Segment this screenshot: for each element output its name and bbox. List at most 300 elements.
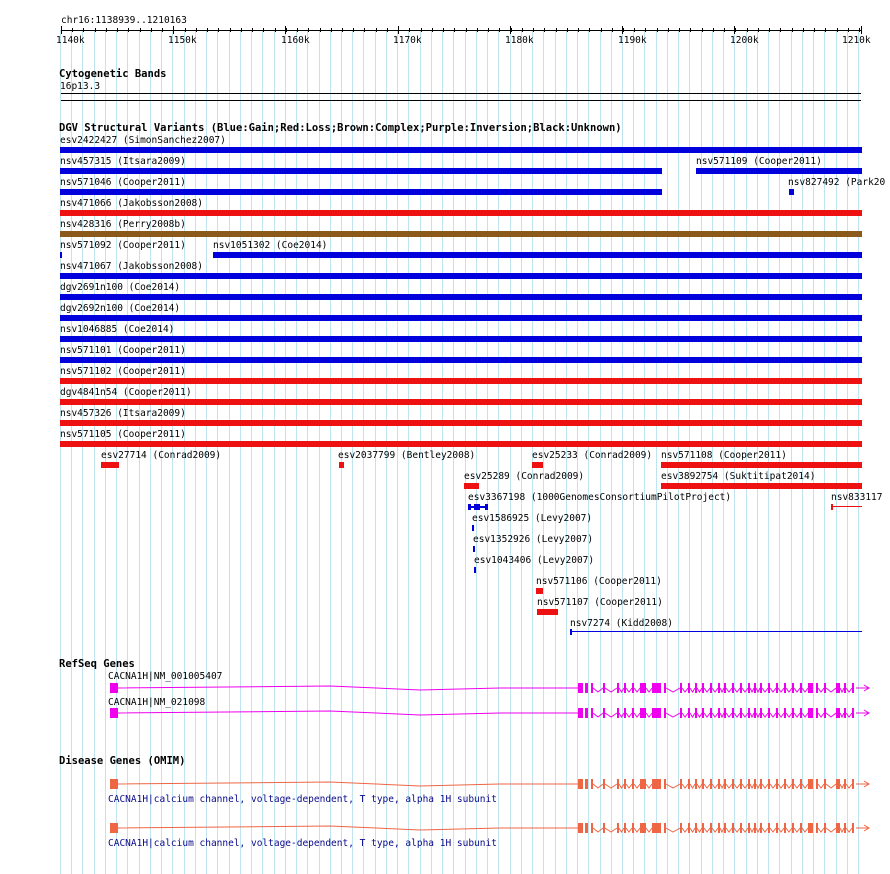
exon xyxy=(652,708,661,718)
exon xyxy=(688,779,690,789)
exon xyxy=(732,683,734,693)
variant-label: esv1043406 (Levy2007) xyxy=(474,555,595,566)
exon xyxy=(603,823,605,833)
exon xyxy=(748,779,750,789)
intron-chevron xyxy=(756,784,760,788)
intron-chevron xyxy=(619,713,624,717)
exon xyxy=(585,708,588,718)
exon xyxy=(754,779,756,789)
exon xyxy=(852,779,854,789)
intron-chevron xyxy=(742,688,748,692)
intron-chevron xyxy=(697,688,702,692)
intron-chevron xyxy=(726,713,732,717)
intron-chevron xyxy=(756,713,760,717)
exon xyxy=(776,708,778,718)
variant-label: nsv571108 (Cooper2011) xyxy=(661,450,787,461)
exon xyxy=(816,708,818,718)
ruler-tick-label: 1150k xyxy=(168,35,197,46)
exon xyxy=(664,683,666,693)
variant-label: nsv833117 xyxy=(831,492,883,503)
exon xyxy=(800,708,802,718)
intron-chevron xyxy=(682,828,688,832)
intron-chevron xyxy=(626,713,632,717)
intron-chevron xyxy=(704,828,710,832)
exon xyxy=(110,708,118,718)
exon xyxy=(760,708,762,718)
exon xyxy=(754,823,756,833)
intron-chevron xyxy=(593,688,603,692)
variant-label: nsv571107 (Cooper2011) xyxy=(537,597,663,608)
ruler-tick-label: 1160k xyxy=(281,35,310,46)
intron-chevron xyxy=(666,784,680,788)
intron-chevron xyxy=(826,688,836,692)
variant-label: nsv1051302 (Coe2014) xyxy=(213,240,328,251)
intron-chevron xyxy=(846,828,852,832)
exon xyxy=(702,708,704,718)
intron-chevron xyxy=(750,828,754,832)
intron-chevron xyxy=(818,688,824,692)
variant-label: nsv571109 (Cooper2011) xyxy=(696,156,822,167)
intron-chevron xyxy=(666,713,680,717)
intron-chevron xyxy=(712,784,718,788)
intron-chevron xyxy=(750,784,754,788)
disease-gene-label: CACNA1H|calcium channel, voltage-dependent, T type, alpha 1H subunit xyxy=(108,794,497,805)
intron-chevron xyxy=(720,688,724,692)
exon xyxy=(760,683,762,693)
exon xyxy=(110,779,118,789)
exon xyxy=(808,779,813,789)
intron-chevron xyxy=(720,784,724,788)
refseq-gene-model[interactable] xyxy=(110,683,869,693)
exon xyxy=(852,683,854,693)
exon xyxy=(792,823,794,833)
exon xyxy=(824,683,826,693)
exon xyxy=(852,708,854,718)
intron-chevron xyxy=(634,784,640,788)
position-label: chr16:1138939..1210163 xyxy=(61,15,187,26)
intron-chevron xyxy=(778,784,784,788)
exon xyxy=(768,823,770,833)
variant-label: esv3367198 (1000GenomesConsortiumPilotProject) xyxy=(468,492,732,503)
exon xyxy=(776,823,778,833)
exon xyxy=(754,683,756,693)
exon xyxy=(724,823,726,833)
intron-chevron xyxy=(818,828,824,832)
exon xyxy=(702,779,704,789)
exon xyxy=(824,823,826,833)
exon xyxy=(585,823,588,833)
intron-chevron xyxy=(786,713,792,717)
intron-line xyxy=(118,686,578,690)
intron-chevron xyxy=(593,784,603,788)
variant-label: nsv457326 (Itsara2009) xyxy=(60,408,186,419)
exon xyxy=(718,779,720,789)
exon xyxy=(784,683,786,693)
exon xyxy=(710,779,712,789)
intron-chevron xyxy=(626,688,632,692)
intron-line xyxy=(118,782,578,786)
intron-chevron xyxy=(794,784,800,788)
ruler-tick-label: 1190k xyxy=(618,35,647,46)
variant-label: esv25233 (Conrad2009) xyxy=(532,450,653,461)
intron-chevron xyxy=(720,713,724,717)
variant-label: dgv2692n100 (Coe2014) xyxy=(60,303,181,314)
exon xyxy=(732,779,734,789)
gene-label: CACNA1H|NM_021098 xyxy=(108,697,206,708)
exon xyxy=(784,779,786,789)
intron-chevron xyxy=(846,688,852,692)
exon xyxy=(110,823,118,833)
intron-chevron xyxy=(697,784,702,788)
omim-gene-model[interactable] xyxy=(110,779,869,789)
intron-chevron xyxy=(720,828,724,832)
cytoband-label: 16p13.3 xyxy=(60,81,101,92)
intron-chevron xyxy=(840,713,844,717)
variant-label: esv25289 (Conrad2009) xyxy=(464,471,585,482)
dgv-track-title: DGV Structural Variants (Blue:Gain;Red:Loss;Brown:Complex;Purple:Inversion;Black:Unknown) xyxy=(59,122,622,134)
exon xyxy=(688,683,690,693)
exon xyxy=(792,779,794,789)
intron-chevron xyxy=(626,784,632,788)
exon xyxy=(844,779,846,789)
intron-chevron xyxy=(697,828,702,832)
exon xyxy=(652,779,661,789)
variant-label: nsv457315 (Itsara2009) xyxy=(60,156,186,167)
ruler-tick-label: 1170k xyxy=(393,35,422,46)
intron-chevron xyxy=(682,713,688,717)
exon xyxy=(617,823,619,833)
exon xyxy=(680,823,682,833)
variant-label: nsv1046885 (Coe2014) xyxy=(60,324,175,335)
exon xyxy=(688,708,690,718)
exon xyxy=(800,779,802,789)
refseq-track-title: RefSeq Genes xyxy=(59,658,135,670)
variant-label: esv1352926 (Levy2007) xyxy=(473,534,594,545)
intron-chevron xyxy=(593,828,603,832)
exon xyxy=(768,708,770,718)
intron-chevron xyxy=(742,784,748,788)
intron-chevron xyxy=(802,688,808,692)
ruler-tick-label: 1140k xyxy=(56,35,85,46)
intron-chevron xyxy=(690,828,695,832)
intron-chevron xyxy=(778,828,784,832)
exon xyxy=(808,823,813,833)
exon xyxy=(652,823,661,833)
intron-chevron xyxy=(750,713,754,717)
intron-chevron xyxy=(646,713,652,717)
exon xyxy=(760,823,762,833)
intron-chevron xyxy=(742,713,748,717)
exon xyxy=(617,683,619,693)
exon xyxy=(740,708,742,718)
intron-chevron xyxy=(762,828,768,832)
exon xyxy=(640,779,646,789)
intron-chevron xyxy=(840,828,844,832)
intron-chevron xyxy=(666,688,680,692)
intron-chevron xyxy=(794,713,800,717)
variant-label: dgv2691n100 (Coe2014) xyxy=(60,282,181,293)
intron-chevron xyxy=(704,784,710,788)
intron-chevron xyxy=(619,784,624,788)
exon xyxy=(632,708,634,718)
exon xyxy=(732,708,734,718)
intron-chevron xyxy=(619,828,624,832)
intron-chevron xyxy=(634,828,640,832)
exon xyxy=(632,779,634,789)
intron-chevron xyxy=(712,713,718,717)
intron-chevron xyxy=(646,688,652,692)
exon xyxy=(695,708,697,718)
exon xyxy=(578,823,583,833)
exon xyxy=(836,823,840,833)
exon xyxy=(702,823,704,833)
intron-chevron xyxy=(846,784,852,788)
exon xyxy=(585,779,588,789)
intron-chevron xyxy=(818,713,824,717)
exon xyxy=(702,683,704,693)
exon xyxy=(844,683,846,693)
exon xyxy=(718,823,720,833)
exon xyxy=(591,779,593,789)
exon xyxy=(688,823,690,833)
intron-chevron xyxy=(786,688,792,692)
exon xyxy=(718,708,720,718)
intron-chevron xyxy=(734,784,740,788)
ruler-tick-label: 1210k xyxy=(842,35,871,46)
ruler-tick-label: 1180k xyxy=(505,35,534,46)
exon xyxy=(680,708,682,718)
exon xyxy=(578,779,583,789)
intron-chevron xyxy=(756,688,760,692)
intron-chevron xyxy=(646,784,652,788)
intron-chevron xyxy=(770,828,776,832)
intron-chevron xyxy=(762,713,768,717)
disease-gene-label: CACNA1H|calcium channel, voltage-dependent, T type, alpha 1H subunit xyxy=(108,838,497,849)
exon xyxy=(768,779,770,789)
intron-chevron xyxy=(770,784,776,788)
variant-label: esv27714 (Conrad2009) xyxy=(101,450,222,461)
exon xyxy=(748,683,750,693)
intron-line xyxy=(118,826,578,830)
exon xyxy=(740,683,742,693)
exon xyxy=(836,683,840,693)
exon xyxy=(617,779,619,789)
variant-label: nsv571101 (Cooper2011) xyxy=(60,345,186,356)
variant-label: nsv571106 (Cooper2011) xyxy=(536,576,662,587)
intron-chevron xyxy=(682,688,688,692)
intron-chevron xyxy=(605,688,617,692)
exon xyxy=(754,708,756,718)
exon xyxy=(632,683,634,693)
variant-label: esv1586925 (Levy2007) xyxy=(472,513,593,524)
exon xyxy=(760,779,762,789)
exon xyxy=(776,683,778,693)
intron-chevron xyxy=(818,784,824,788)
variant-label: dgv4841n54 (Cooper2011) xyxy=(60,387,192,398)
intron-chevron xyxy=(605,828,617,832)
intron-chevron xyxy=(750,688,754,692)
exon xyxy=(591,708,593,718)
variant-label: nsv471067 (Jakobsson2008) xyxy=(60,261,203,272)
exon xyxy=(652,683,661,693)
intron-chevron xyxy=(762,784,768,788)
intron-chevron xyxy=(846,713,852,717)
exon xyxy=(110,683,118,693)
exon xyxy=(664,779,666,789)
intron-chevron xyxy=(712,688,718,692)
exon xyxy=(624,823,626,833)
exon xyxy=(836,779,840,789)
intron-chevron xyxy=(770,688,776,692)
intron-chevron xyxy=(704,688,710,692)
omim-track-title: Disease Genes (OMIM) xyxy=(59,755,186,767)
exon xyxy=(718,683,720,693)
intron-chevron xyxy=(690,713,695,717)
exon xyxy=(680,779,682,789)
exon xyxy=(808,708,813,718)
exon xyxy=(732,823,734,833)
intron-chevron xyxy=(726,784,732,788)
exon xyxy=(640,683,646,693)
refseq-gene-model[interactable] xyxy=(110,708,869,718)
exon xyxy=(695,779,697,789)
intron-chevron xyxy=(734,688,740,692)
variant-label: nsv571092 (Cooper2011) xyxy=(60,240,186,251)
exon xyxy=(740,823,742,833)
omim-gene-model[interactable] xyxy=(110,823,869,833)
exon xyxy=(748,708,750,718)
variant-label: nsv428316 (Perry2008b) xyxy=(60,219,186,230)
exon xyxy=(836,708,840,718)
exon xyxy=(578,708,583,718)
intron-chevron xyxy=(756,828,760,832)
intron-chevron xyxy=(726,688,732,692)
intron-chevron xyxy=(593,713,603,717)
variant-label: esv2037799 (Bentley2008) xyxy=(338,450,476,461)
exon xyxy=(591,683,593,693)
intron-chevron xyxy=(802,784,808,788)
exon xyxy=(808,683,813,693)
exon xyxy=(664,823,666,833)
exon xyxy=(792,708,794,718)
intron-chevron xyxy=(634,713,640,717)
exon xyxy=(695,823,697,833)
intron-chevron xyxy=(826,784,836,788)
exon xyxy=(740,779,742,789)
exon xyxy=(617,708,619,718)
exon xyxy=(603,683,605,693)
intron-chevron xyxy=(682,784,688,788)
exon xyxy=(784,708,786,718)
exon xyxy=(632,823,634,833)
intron-chevron xyxy=(619,688,624,692)
intron-chevron xyxy=(840,688,844,692)
exon xyxy=(591,823,593,833)
variant-label: esv2422427 (SimonSanchez2007) xyxy=(60,135,226,146)
intron-chevron xyxy=(690,784,695,788)
intron-chevron xyxy=(786,784,792,788)
intron-chevron xyxy=(778,688,784,692)
exon xyxy=(816,823,818,833)
variant-label: nsv571105 (Cooper2011) xyxy=(60,429,186,440)
intron-chevron xyxy=(742,828,748,832)
gene-label: CACNA1H|NM_001005407 xyxy=(108,671,223,682)
intron-chevron xyxy=(786,828,792,832)
exon xyxy=(748,823,750,833)
exon xyxy=(724,708,726,718)
variant-label: nsv7274 (Kidd2008) xyxy=(570,618,673,629)
variant-label: esv3892754 (Suktitipat2014) xyxy=(661,471,816,482)
intron-chevron xyxy=(802,828,808,832)
exon xyxy=(578,683,583,693)
exon xyxy=(824,779,826,789)
intron-chevron xyxy=(697,713,702,717)
exon xyxy=(824,708,826,718)
intron-chevron xyxy=(778,713,784,717)
exon xyxy=(624,683,626,693)
exon xyxy=(680,683,682,693)
exon xyxy=(844,708,846,718)
exon xyxy=(695,683,697,693)
intron-chevron xyxy=(690,688,695,692)
intron-chevron xyxy=(726,828,732,832)
exon xyxy=(852,823,854,833)
variant-label: nsv571102 (Cooper2011) xyxy=(60,366,186,377)
exon xyxy=(724,779,726,789)
exon xyxy=(816,683,818,693)
intron-chevron xyxy=(605,784,617,788)
exon xyxy=(710,708,712,718)
ruler-tick-label: 1200k xyxy=(730,35,759,46)
intron-chevron xyxy=(734,713,740,717)
exon xyxy=(640,708,646,718)
intron-chevron xyxy=(840,784,844,788)
intron-chevron xyxy=(802,713,808,717)
exon xyxy=(844,823,846,833)
intron-chevron xyxy=(605,713,617,717)
variant-label: nsv471066 (Jakobsson2008) xyxy=(60,198,203,209)
intron-chevron xyxy=(826,828,836,832)
exon xyxy=(800,683,802,693)
exon xyxy=(792,683,794,693)
intron-chevron xyxy=(634,688,640,692)
intron-chevron xyxy=(666,828,680,832)
exon xyxy=(585,683,588,693)
exon xyxy=(640,823,646,833)
exon xyxy=(624,708,626,718)
intron-chevron xyxy=(794,688,800,692)
exon xyxy=(603,779,605,789)
intron-chevron xyxy=(826,713,836,717)
exon xyxy=(624,779,626,789)
exon xyxy=(784,823,786,833)
intron-chevron xyxy=(770,713,776,717)
exon xyxy=(710,823,712,833)
intron-chevron xyxy=(712,828,718,832)
exon xyxy=(776,779,778,789)
intron-chevron xyxy=(646,828,652,832)
exon xyxy=(724,683,726,693)
intron-chevron xyxy=(794,828,800,832)
intron-chevron xyxy=(762,688,768,692)
exon xyxy=(816,779,818,789)
variant-label: nsv827492 (Park20 xyxy=(788,177,886,188)
exon xyxy=(800,823,802,833)
exon xyxy=(710,683,712,693)
intron-chevron xyxy=(704,713,710,717)
exon xyxy=(603,708,605,718)
cytoband-track-title: Cytogenetic Bands xyxy=(59,68,167,80)
